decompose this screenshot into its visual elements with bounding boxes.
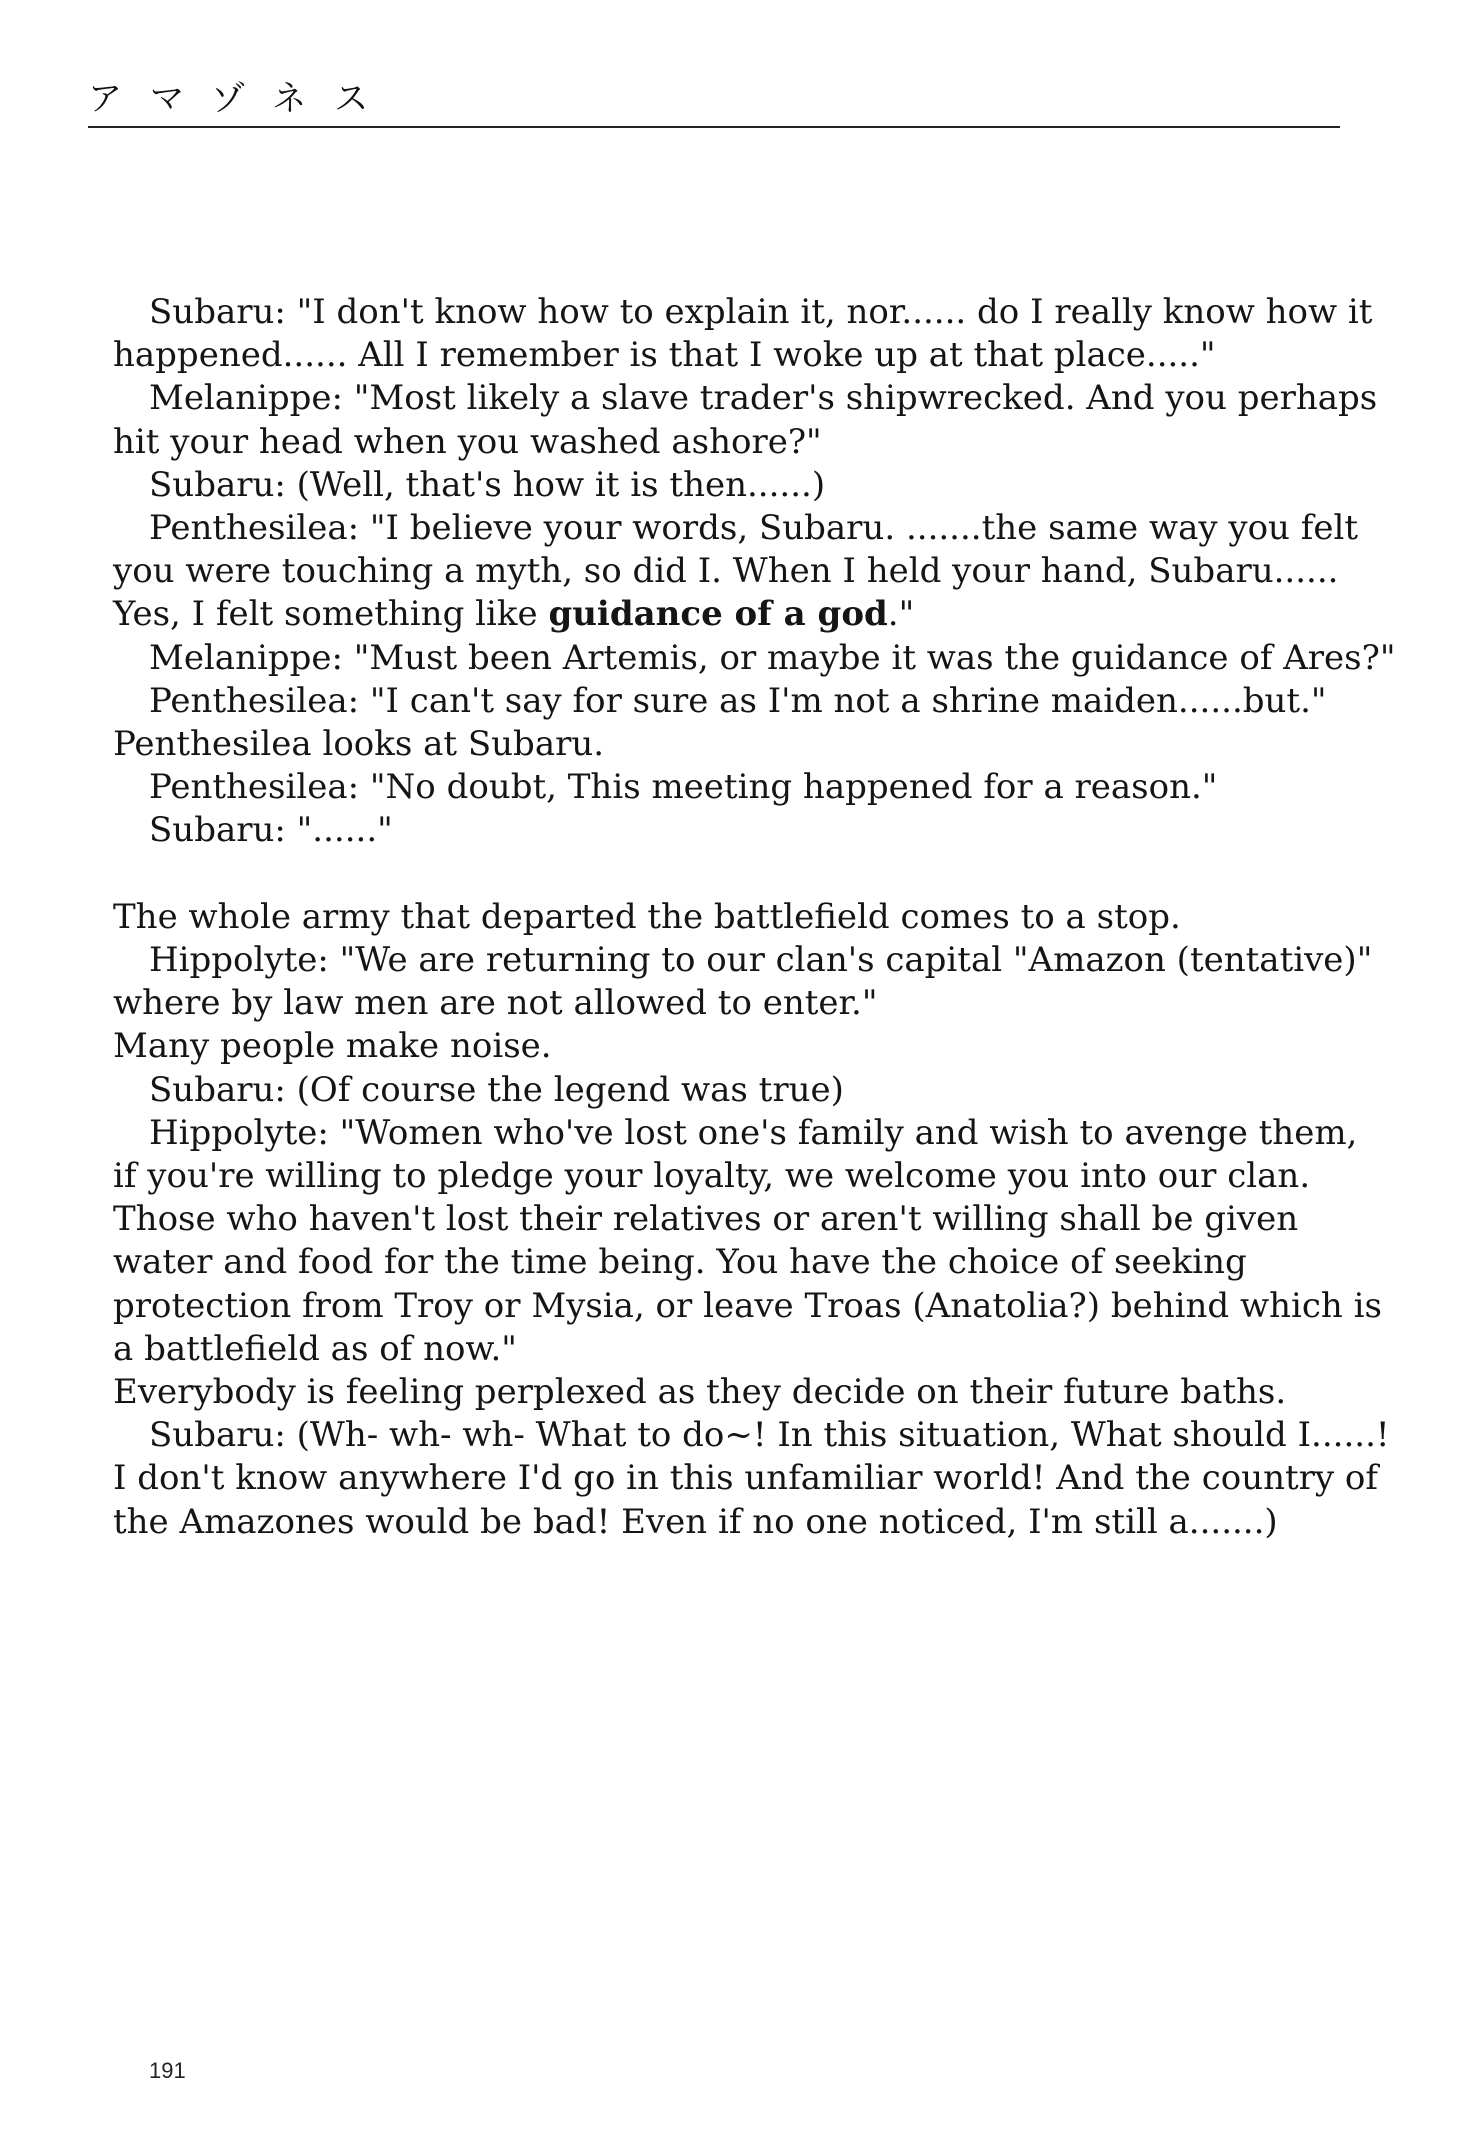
text-line: Hippolyte: "Women who've lost one's family and wish to avenge them, bbox=[149, 1112, 1358, 1153]
text-line: Penthesilea: "I can't say for sure as I'm not a shrine maiden......but." bbox=[149, 680, 1327, 721]
text-line: the Amazones would be bad! Even if no one noticed, I'm still a.......) bbox=[113, 1501, 1278, 1542]
text-line: Subaru: (Of course the legend was true) bbox=[149, 1069, 844, 1110]
text-line: Hippolyte: "We are returning to our clan's capital "Amazon (tentative)" bbox=[149, 940, 1373, 981]
text-line: Many people make noise. bbox=[113, 1026, 552, 1067]
paragraph-12 bbox=[113, 1069, 1353, 1112]
paragraph-6 bbox=[113, 680, 1353, 723]
text-line: Subaru: "I don't know how to explain it, nor...... do I really know how it bbox=[149, 292, 1373, 332]
text-line: Those who haven't lost their relatives or aren't willing shall be given bbox=[113, 1199, 1299, 1240]
text-line: a battlefield as of now." bbox=[113, 1328, 517, 1369]
text-line: where by law men are not allowed to enter." bbox=[113, 983, 878, 1024]
text-line: Penthesilea: "No doubt, This meeting happened for a reason." bbox=[149, 767, 1218, 808]
text-line: if you're willing to pledge your loyalty, we welcome you into our clan. bbox=[113, 1156, 1311, 1197]
header-title: アマゾネス bbox=[88, 79, 397, 119]
header-rule bbox=[88, 126, 1340, 128]
text-line: The whole army that departed the battlefield comes to a stop. bbox=[113, 896, 1181, 937]
paragraph-13 bbox=[113, 1112, 1382, 1371]
section-break bbox=[113, 853, 1353, 896]
paragraph-2 bbox=[113, 377, 1378, 463]
text-line: happened...... All I remember is that I woke up at that place....." bbox=[113, 335, 1216, 376]
text-line-after-emphasis: ." bbox=[887, 594, 915, 635]
text-line: I don't know anywhere I'd go in this unfamiliar world! And the country of bbox=[113, 1458, 1378, 1499]
text-line: Everybody is feeling perplexed as they decide on their future baths. bbox=[113, 1372, 1287, 1413]
paragraph-10 bbox=[113, 939, 1373, 1025]
paragraph-15 bbox=[113, 1414, 1390, 1544]
page-number: 191 bbox=[149, 2058, 186, 2083]
emphasized-phrase: guidance of a god bbox=[548, 594, 888, 635]
text-line: Subaru: "......" bbox=[149, 810, 393, 851]
text-line: Subaru: (Wh- wh- wh- What to do~! In this situation, What should I......! bbox=[149, 1415, 1390, 1456]
paragraph-3 bbox=[113, 464, 1353, 507]
paragraph-5 bbox=[113, 637, 1396, 680]
paragraph-8 bbox=[113, 809, 1353, 852]
text-line: Melanippe: "Most likely a slave trader's shipwrecked. And you perhaps bbox=[149, 378, 1378, 419]
text-line: water and food for the time being. You have the choice of seeking bbox=[113, 1242, 1247, 1283]
text-line: Penthesilea looks at Subaru. bbox=[113, 724, 605, 765]
body-text bbox=[113, 291, 1396, 1544]
text-line-before-emphasis: Yes, I felt something like bbox=[113, 594, 549, 635]
text-line: Subaru: (Well, that's how it is then......) bbox=[149, 464, 826, 505]
paragraph-6-continuation bbox=[113, 723, 1353, 766]
paragraph-9 bbox=[113, 896, 1353, 939]
paragraph-11 bbox=[113, 1025, 1353, 1068]
paragraph-14 bbox=[113, 1371, 1353, 1414]
running-header bbox=[88, 76, 1340, 128]
paragraph-4 bbox=[113, 507, 1358, 637]
paragraph-1 bbox=[113, 291, 1373, 377]
text-line: you were touching a myth, so did I. When I held your hand, Subaru...... bbox=[113, 551, 1339, 592]
paragraph-7 bbox=[113, 766, 1353, 809]
text-line: hit your head when you washed ashore?" bbox=[113, 421, 822, 462]
text-line: Penthesilea: "I believe your words, Subaru. .......the same way you felt bbox=[149, 508, 1358, 549]
text-line: Melanippe: "Must been Artemis, or maybe it was the guidance of Ares?" bbox=[149, 637, 1396, 678]
text-line: protection from Troy or Mysia, or leave Troas (Anatolia?) behind which is bbox=[113, 1285, 1382, 1326]
